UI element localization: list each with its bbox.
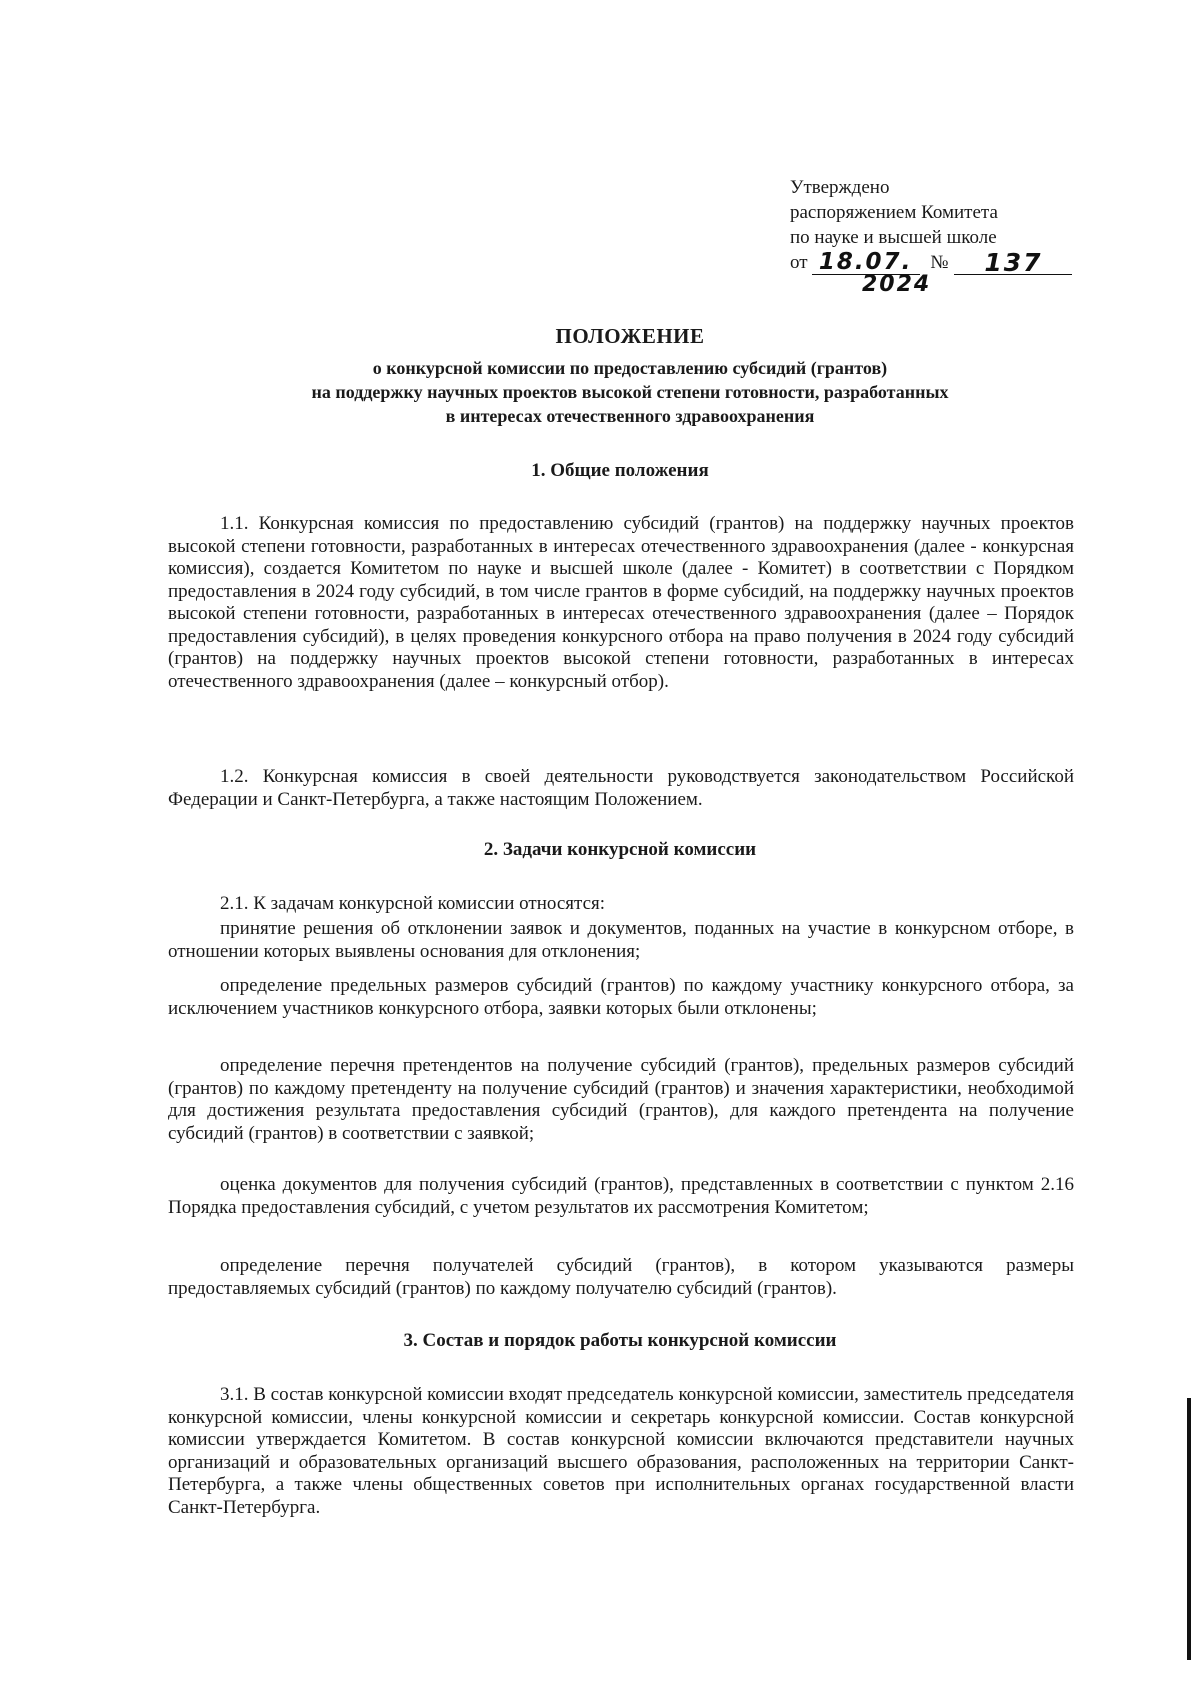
subtitle-line-2: на поддержку научных проектов высокой степени готовности, разработанных [311,382,949,402]
subtitle-line-1: о конкурсной комиссии по предоставлению субсидий (грантов) [372,358,888,378]
paragraph-2-task-1: принятие решения об отклонении заявок и документов, поданных на участие в конкурсном отборе, в отношении которых выявлены основания для отклонения; [168,918,1074,962]
paragraph-2-task-2: определение предельных размеров субсидий (грантов) по каждому участнику конкурсного отбора, за исключением участников конкурсного отбора, заявки которых были отклонены; [168,975,1074,1019]
paragraph-2-task-3: определение перечня претендентов на получение субсидий (грантов), предельных размеров субсидий (грантов) по каждому претенденту на получение субсидий (грантов) и значения характеристики, необходимой для достижения результата предоставления субсидий (грантов), для каждого претендента на получение субсидий (грантов) в соответствии с заявкой; [168,1055,1074,1144]
approval-from-prefix: от [790,252,808,273]
section-1-heading: 1. Общие положения [531,460,709,481]
paragraph-2-task-4: оценка документов для получения субсидий (грантов), представленных в соответствии с пунктом 2.16 Порядка предоставления субсидий, с учетом результатов их рассмотрения Комитетом; [168,1174,1074,1218]
approval-number-sign: № [930,252,949,273]
scan-edge-line [1187,1398,1191,1660]
approval-line-approved: Утверждено [790,177,890,198]
handwritten-year: 2024 [862,272,932,297]
handwritten-number: 137 [984,248,1043,277]
document-subtitle [0,356,1200,428]
paragraph-2-1: 2.1. К задачам конкурсной комиссии относятся: [220,893,606,914]
paragraph-1-2: 1.2. Конкурсная комиссия в своей деятельности руководствуется законодательством Российской Федерации и Санкт-Петербурга, а также настоящим Положением. [168,766,1074,810]
section-2-heading: 2. Задачи конкурсной комиссии [483,839,757,860]
paragraph-2-task-5: определение перечня получателей субсидий (грантов), в котором указываются размеры предоставляемых субсидий (грантов) по каждому получателю субсидий (грантов). [168,1255,1074,1299]
approval-date-line [790,248,1090,297]
handwritten-date: 18.07. [818,249,913,275]
section-3-heading: 3. Состав и порядок работы конкурсной комиссии [403,1330,837,1351]
paragraph-3-1: 3.1. В состав конкурсной комиссии входят председатель конкурсной комиссии, заместитель председателя конкурсной комиссии, члены конкурсной комиссии и секретарь конкурсной комиссии. Состав конкурсной комиссии утверждается Комитетом. В состав конкурсной комиссии включаются представители научных организаций и образовательных организаций высшего образования, расположенных на территории Санкт-Петербурга, а также члены общественных советов при исполнительных органах государственной власти Санкт-Петербурга. [168,1384,1074,1518]
document-title: ПОЛОЖЕНИЕ [555,324,705,348]
subtitle-line-3: в интересах отечественного здравоохранения [445,406,815,426]
paragraph-1-1: 1.1. Конкурсная комиссия по предоставлению субсидий (грантов) на поддержку научных проектов высокой степени готовности, разработанных в интересах отечественного здравоохранения (далее - конкурсная комиссия), создается Комитетом по науке и высшей школе (далее - Комитет) в соответствии с Порядком предоставления в 2024 году субсидий, в том числе грантов в форме субсидий, на поддержку научных проектов высокой степени готовности, разработанных в интересах отечественного здравоохранения (далее – Порядок предоставления субсидий), в целях проведения конкурсного отбора на право получения в 2024 году субсидий (грантов) на поддержку научных проектов высокой степени готовности, разработанных в интересах отечественного здравоохранения (далее – конкурсный отбор). [168,513,1074,692]
approval-line-order: распоряжением Комитета [790,202,998,223]
approval-line-committee: по науке и высшей школе [790,227,997,248]
approval-block [790,175,1090,297]
approval-number-blank [954,250,1072,275]
